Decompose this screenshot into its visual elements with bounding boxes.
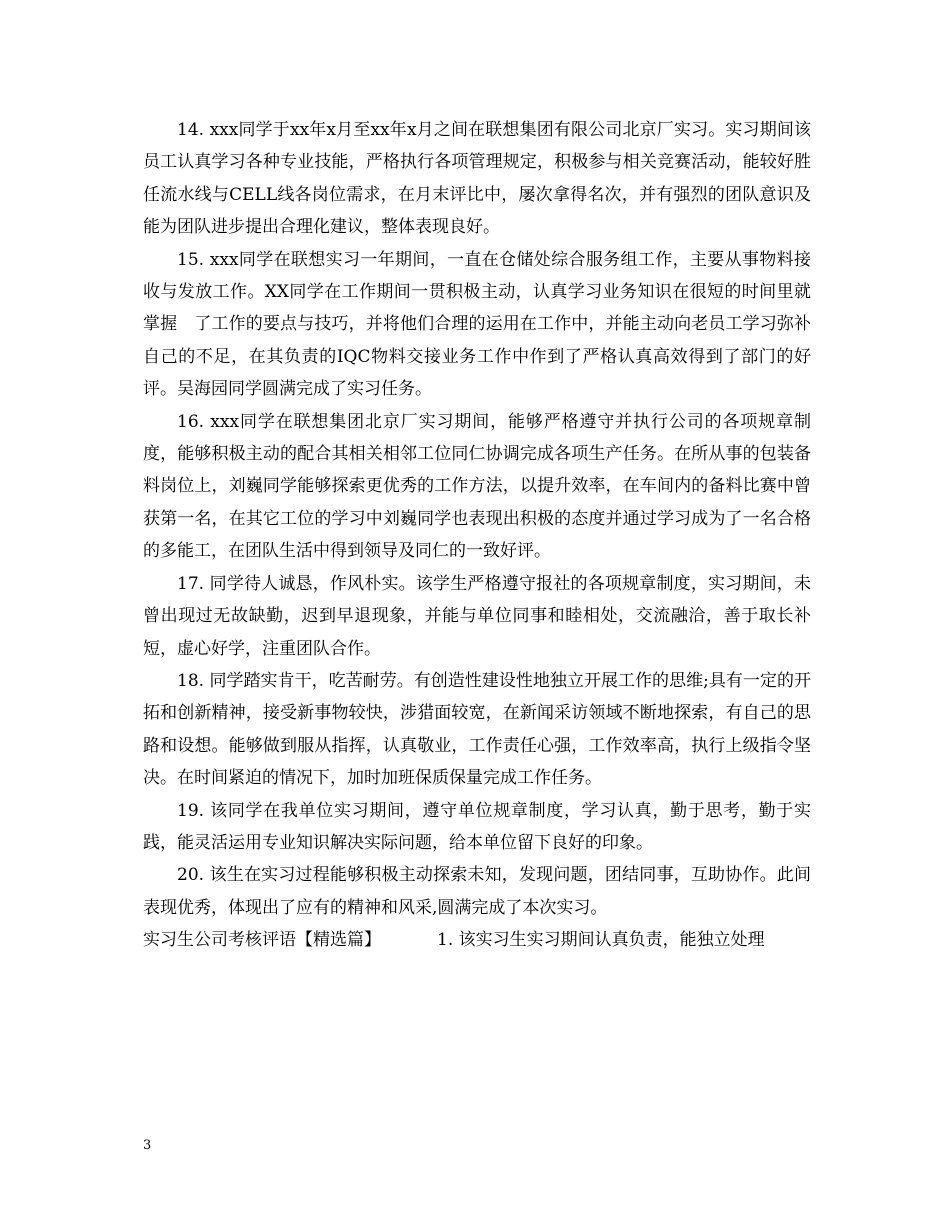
paragraph-20: 20. 该生在实习过程能够积极主动探索未知，发现问题，团结同事，互助协作。此间表现优秀，体现出了应有的精神和风采,圆满完成了本次实习。: [143, 865, 811, 918]
section-line: [143, 924, 811, 956]
paragraph-16: 16. xxx同学在联想集团北京厂实习期间，能够严格遵守并执行公司的各项规章制度，能够积极主动的配合其相关相邻工位同仁协调完成各项生产任务。在所从事的包装备料岗位上，刘巍同学能够探索更优秀的工作方法，以提升效率，在车间内的备料比赛中曾获第一名，在其它工位的学习中刘巍同学也表现出积极的态度并通过学习成为了一名合格的多能工，在团队生活中得到领导及同仁的一致好评。: [143, 411, 811, 562]
paragraph-15: 15. xxx同学在联想实习一年期间，一直在仓储处综合服务组工作，主要从事物料接收与发放工作。XX同学在工作期间一贯积极主动，认真学习业务知识在很短的时间里就掌握 了工作的要点与技巧，并将他们合理的运用在工作中，并能主动向老员工学习弥补自己的不足，在其负责的IQC物料交接业务工作中作到了严格认真高效得到了部门的好评。吴海园同学圆满完成了实习任务。: [143, 249, 811, 400]
paragraph-17: 17. 同学待人诚恳，作风朴实。该学生严格遵守报社的各项规章制度，实习期间，未曾出现过无故缺勤，迟到早退现象，并能与单位同事和睦相处，交流融洽，善于取长补短，虚心好学，注重团队合作。: [143, 573, 811, 659]
page-number: 3: [143, 1138, 152, 1153]
document-body: [143, 114, 811, 957]
paragraph-19: 19. 该同学在我单位实习期间，遵守单位规章制度，学习认真，勤于思考，勤于实践，能灵活运用专业知识解决实际问题，给本单位留下良好的印象。: [143, 800, 811, 853]
section-first-item: 1. 该实习生实习期间认真负责，能独立处理: [437, 930, 765, 951]
section-heading: 实习生公司考核评语【精选篇】: [143, 930, 381, 951]
paragraph-18: 18. 同学踏实肯干，吃苦耐劳。有创造性建设性地独立开展工作的思维;具有一定的开拓和创新精神，接受新事物较快，涉猎面较宽，在新闻采访领域不断地探索，有自己的思路和设想。能够做到服从指挥，认真敬业，工作责任心强，工作效率高，执行上级指令坚决。在时间紧迫的情况下，加时加班保质保量完成工作任务。: [143, 670, 811, 789]
paragraph-14: 14. xxx同学于xx年x月至xx年x月之间在联想集团有限公司北京厂实习。实习期间该员工认真学习各种专业技能，严格执行各项管理规定，积极参与相关竞赛活动，能较好胜任流水线与CELL线各岗位需求，在月末评比中，屡次拿得名次，并有强烈的团队意识及能为团队进步提出合理化建议，整体表现良好。: [143, 120, 811, 238]
